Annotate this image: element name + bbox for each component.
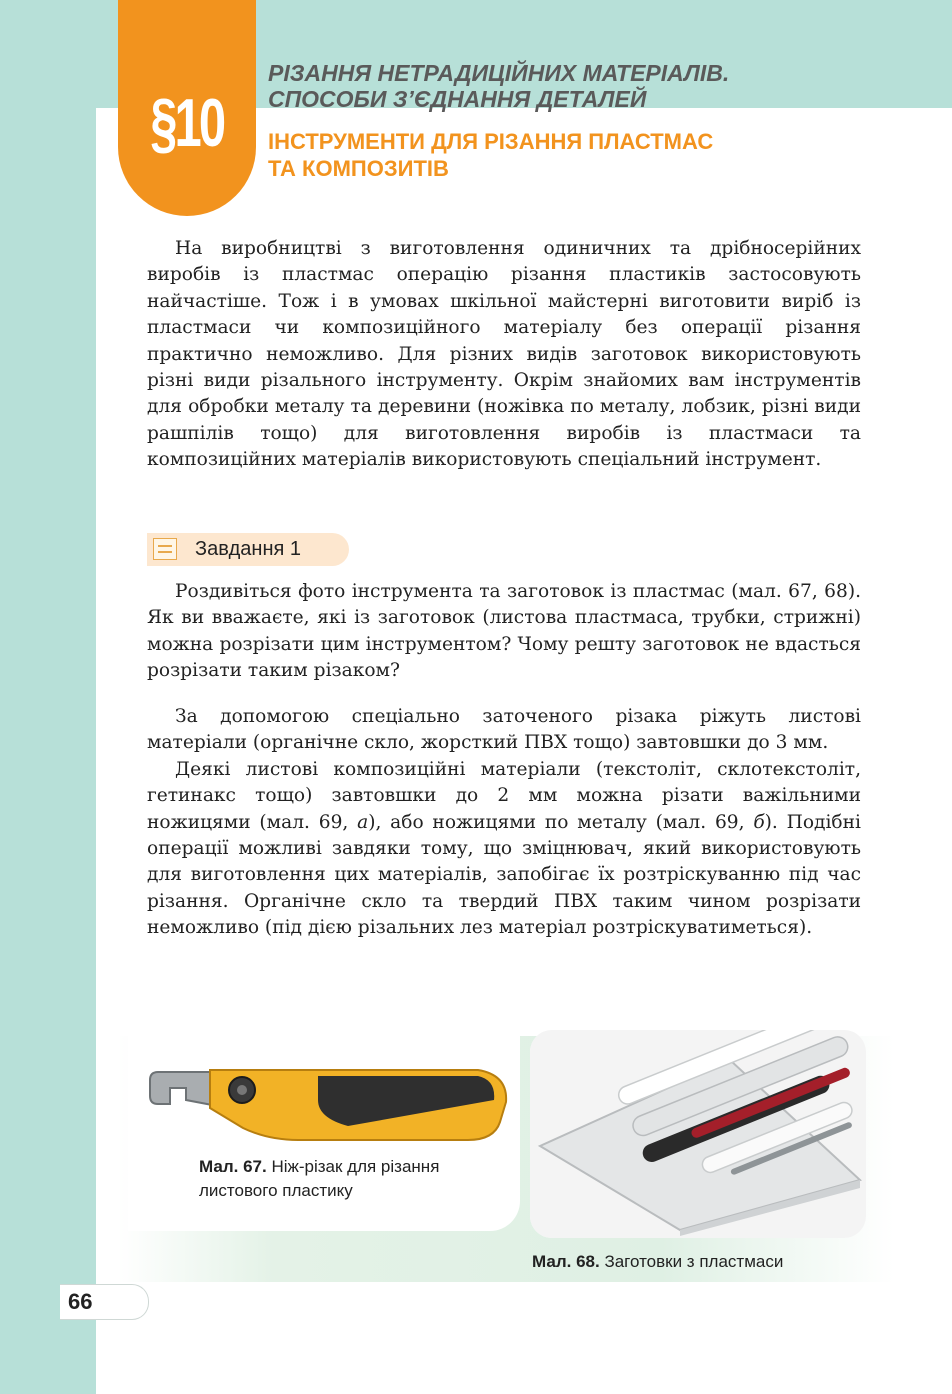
paragraph-sheet-materials: За допомогою спеціально заточеного різака ріжуть листові матеріали (органічне скло, жорсткий ПВХ тощо) завтовшки до 3 мм.	[147, 706, 861, 754]
intro-paragraph-block	[147, 236, 861, 474]
paragraph-composites	[147, 757, 861, 942]
figure-68-photo	[530, 1030, 866, 1238]
figure-letter-a: а	[357, 811, 369, 833]
figure-67-caption	[199, 1155, 499, 1203]
cutter-knife-image	[148, 1030, 518, 1148]
task-paragraph: Роздивіться фото інструмента та заготовок із пластмас (мал. 67, 68). Як ви вважаєте, які із заготовок (листова пластмаса, трубки, стрижні) можна розрізати цим інструментом? Чому решту заготовок не вдасться розрізати таким різаком?	[147, 581, 861, 682]
paragraph-composites-part2: ), або ножицями по металу (мал. 69,	[368, 811, 754, 833]
section-title-line1: ІНСТРУМЕНТИ ДЛЯ РІЗАННЯ ПЛАСТМАС	[268, 129, 714, 154]
chapter-title-line1: РІЗАННЯ НЕТРАДИЦІЙНИХ МАТЕРІАЛІВ.	[268, 60, 730, 86]
figure-67-number: Мал. 67.	[199, 1157, 267, 1176]
paragraph-composites-part1: Деякі листові композиційні матеріали (текстоліт, склотекстоліт, гетинакс тощо) завтовшки до 2 мм можна різати важільними ножицями (мал. 69,	[147, 758, 861, 833]
intro-paragraph: На виробництві з виготовлення одиничних та дрібносерійних виробів із пластмас операцію різання пластиків застосовують найчастіше. Тож і в умовах шкільної майстерні виготовити виріб із пластмаси чи композиційного матеріалу без операції різання практично неможливо. Для різних видів заготовок використовують різні види різального інструменту. Окрім знайомих вам інструментів для обробки металу та деревини (ножівка по металу, лобзик, різні види рашпілів тощо) для виготовлення виробів із пластмаси та композиційних матеріалів використовують спеціальний інструмент.	[147, 238, 861, 471]
paragraph-composites-part3: ). Подібні операції можливі завдяки тому, що зміцнювач, який використовують для виготовлення цих матеріалів, запобігає їх розтріскуванню під час різання. Органічне скло та твердий ПВХ таким чином розрізати неможливо (під дією різальних лез матеріал розтріскуватиметься).	[147, 811, 861, 939]
section-title	[268, 128, 908, 182]
figure-68-caption	[532, 1250, 892, 1274]
lock-screw-center	[237, 1085, 247, 1095]
body-paragraphs	[147, 704, 861, 942]
figure-68-number: Мал. 68.	[532, 1252, 600, 1271]
task-header	[147, 533, 349, 566]
figure-67-text: Ніж-різак для різання листового пластику	[199, 1157, 440, 1200]
section-number: §10	[150, 85, 224, 161]
figure-letter-b: б	[753, 811, 765, 833]
section-badge	[118, 0, 256, 216]
chapter-title-line2: СПОСОБИ З’ЄДНАННЯ ДЕТАЛЕЙ	[268, 86, 647, 112]
page-number: 66	[68, 1289, 93, 1314]
task-label: Завдання 1	[195, 538, 301, 560]
task-icon	[153, 538, 177, 560]
left-teal-margin	[0, 0, 96, 1394]
task-paragraph-block	[147, 579, 861, 685]
plastic-blanks-image	[530, 1030, 866, 1238]
section-title-line2: ТА КОМПОЗИТІВ	[268, 156, 449, 181]
page-number-tab	[60, 1284, 149, 1320]
figure-68-text: Заготовки з пластмаси	[604, 1252, 784, 1271]
chapter-title	[268, 60, 908, 112]
